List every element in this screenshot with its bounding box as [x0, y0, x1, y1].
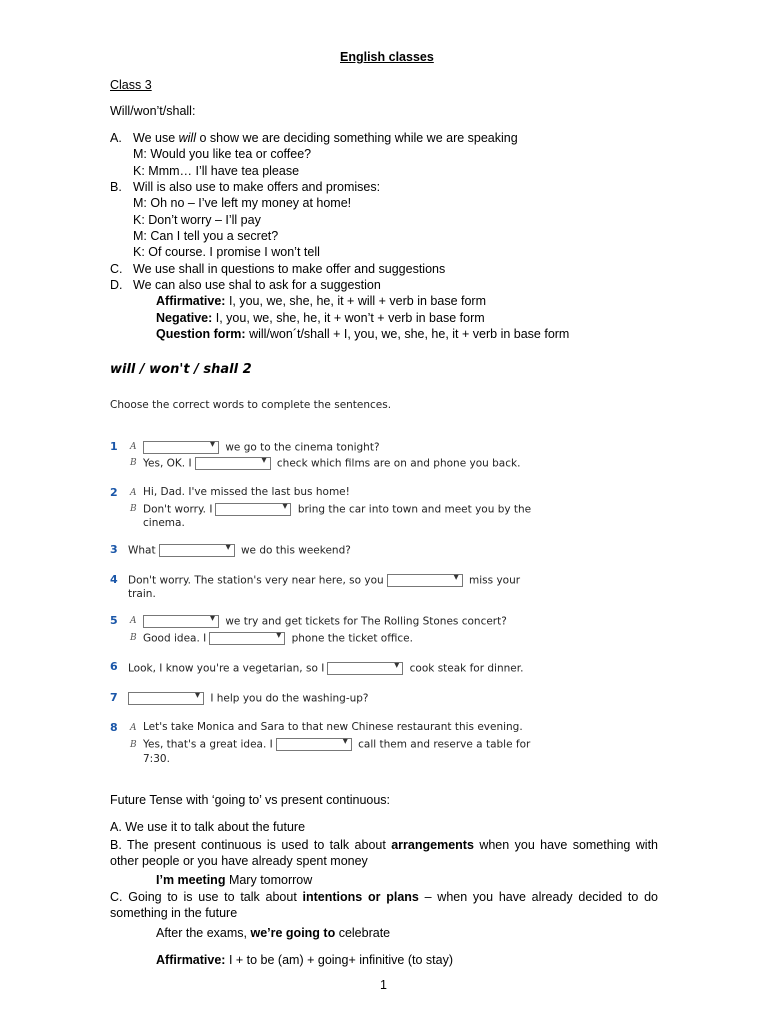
- page-title: English classes: [340, 50, 434, 64]
- mark-b: B: [130, 740, 137, 750]
- list-label-c: C.: [110, 262, 123, 276]
- section-heading-will: Will/won’t/shall:: [110, 104, 196, 118]
- item-line: What▾ we do this weekend?: [128, 544, 351, 557]
- item-line: Don't worry. The station's very near here, so you▾ miss your: [128, 574, 520, 587]
- item-line: Yes, that's a great idea. I▾ call them and reserve a table for: [143, 738, 530, 751]
- item-number: 8: [110, 721, 118, 734]
- item-line: Yes, OK. I▾ check which films are on and phone you back.: [143, 457, 520, 470]
- item-line: Don't worry. I▾ bring the car into town and meet you by the: [143, 503, 531, 516]
- item-line: ▾ we go to the cinema tonight?: [140, 441, 380, 454]
- list-label-b: B.: [110, 180, 122, 194]
- dialogue-line: K: Don’t worry – I’ll pay: [133, 213, 261, 227]
- form-affirmative: Affirmative: I + to be (am) + going+ infinitive (to stay): [156, 953, 454, 967]
- item-line: Good idea. I▾ phone the ticket office.: [143, 632, 413, 645]
- mark-a: A: [130, 616, 137, 626]
- example-line: After the exams, we’re going to celebrate: [156, 926, 391, 940]
- item-number: 1: [110, 440, 118, 453]
- item-number: 7: [110, 691, 118, 704]
- mark-a: A: [130, 723, 137, 733]
- mark-a: A: [130, 442, 137, 452]
- dialogue-line: M: Oh no – I’ve left my money at home!: [133, 196, 352, 210]
- item-line: Hi, Dad. I've missed the last bus home!: [143, 486, 350, 498]
- list-label-d: D.: [110, 278, 123, 292]
- mark-b: B: [130, 633, 137, 643]
- rule-b: Will is also use to make offers and promises:: [133, 180, 381, 194]
- item-line: Look, I know you're a vegetarian, so I▾ cook steak for dinner.: [128, 662, 523, 675]
- answer-dropdown[interactable]: [143, 441, 219, 454]
- example-line: I’m meeting Mary tomorrow: [156, 873, 313, 887]
- rule-b: B. The present continuous is used to talk about arrangements when you have something with other people or you have already spent money: [110, 838, 658, 869]
- form-question: Question form: will/won´t/shall + I, you, we, she, he, it + verb in base form: [156, 327, 570, 341]
- item-number: 4: [110, 573, 118, 586]
- page-number: 1: [380, 978, 387, 992]
- item-line-cont: train.: [128, 588, 156, 600]
- dialogue-line: M: Would you like tea or coffee?: [133, 147, 312, 161]
- list-label-a: A.: [110, 131, 122, 145]
- item-number: 2: [110, 486, 118, 499]
- exercise-title: will / won't / shall 2: [110, 362, 252, 377]
- rule-c: We use shall in questions to make offer and suggestions: [133, 262, 446, 276]
- answer-dropdown[interactable]: [209, 632, 285, 645]
- item-number: 6: [110, 660, 118, 673]
- dialogue-line: M: Can I tell you a secret?: [133, 229, 279, 243]
- item-line: ▾ we try and get tickets for The Rolling Stones concert?: [140, 615, 507, 628]
- rule-c: C. Going to is use to talk about intentions or plans – when you have already decided to do something in the future: [110, 890, 658, 921]
- answer-dropdown[interactable]: [215, 503, 291, 516]
- answer-dropdown[interactable]: [143, 615, 219, 628]
- section-heading-going-to: Future Tense with ‘going to’ vs present continuous:: [110, 793, 391, 807]
- answer-dropdown[interactable]: [327, 662, 403, 675]
- rule-a: We use will o show we are deciding something while we are speaking: [133, 131, 518, 145]
- class-label: Class 3: [110, 78, 152, 92]
- dialogue-line: K: Mmm… I’ll have tea please: [133, 164, 300, 178]
- rule-d: We can also use shal to ask for a suggestion: [133, 278, 381, 292]
- answer-dropdown[interactable]: [387, 574, 463, 587]
- item-line-cont: cinema.: [143, 517, 185, 529]
- exercise-instruction: Choose the correct words to complete the sentences.: [110, 399, 392, 411]
- dialogue-line: K: Of course. I promise I won’t tell: [133, 245, 320, 259]
- item-line: Let's take Monica and Sara to that new Chinese restaurant this evening.: [143, 721, 523, 733]
- answer-dropdown[interactable]: [276, 738, 352, 751]
- mark-b: B: [130, 458, 137, 468]
- rule-a: A. We use it to talk about the future: [110, 820, 306, 834]
- item-number: 3: [110, 543, 118, 556]
- item-line-cont: 7:30.: [143, 753, 170, 765]
- item-line: ▾ I help you do the washing-up?: [125, 692, 369, 705]
- form-affirmative: Affirmative: I, you, we, she, he, it + will + verb in base form: [156, 294, 487, 308]
- mark-b: B: [130, 504, 137, 514]
- form-negative: Negative: I, you, we, she, he, it + won’t + verb in base form: [156, 311, 485, 325]
- answer-dropdown[interactable]: [159, 544, 235, 557]
- answer-dropdown[interactable]: [195, 457, 271, 470]
- item-number: 5: [110, 614, 118, 627]
- mark-a: A: [130, 488, 137, 498]
- answer-dropdown[interactable]: [128, 692, 204, 705]
